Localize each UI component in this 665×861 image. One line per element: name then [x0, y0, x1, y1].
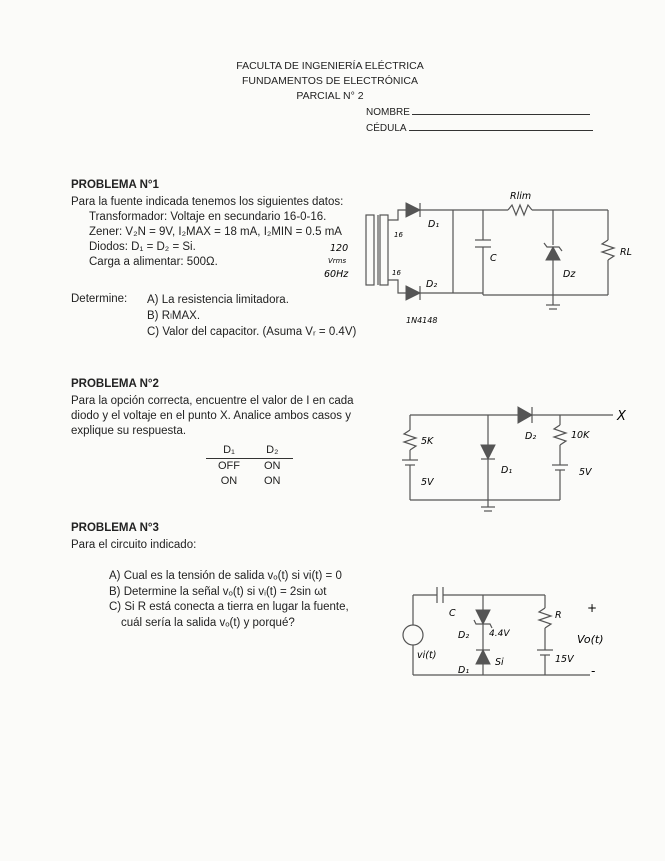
course-name: FUNDAMENTOS DE ELECTRÓNICA	[242, 75, 418, 87]
id-field[interactable]	[366, 120, 593, 134]
item-c: C) Valor del capacitor. (Asuma Vᵣ = 0.4V)	[147, 326, 357, 338]
problem-3-title: PROBLEMA N°3	[71, 522, 159, 534]
table-cell: OFF	[218, 460, 240, 472]
problem-1-intro: Para la fuente indicada tenemos los siguientes datos:	[71, 196, 344, 208]
point-x-label: X	[617, 409, 626, 424]
part-number-label: 1N4148	[406, 316, 438, 325]
item-c-cont: cuál sería la salida vₒ(t) y porqué?	[121, 616, 295, 629]
table-row	[206, 474, 293, 489]
vo-label: Vo(t)	[577, 633, 604, 646]
vrms-label: Vrms	[328, 257, 347, 265]
diode-state-table	[206, 443, 293, 489]
header	[180, 59, 480, 104]
minus-label: -	[591, 664, 596, 678]
table-cell: ON	[220, 475, 238, 487]
name-label: NOMBRE	[366, 107, 410, 118]
transformer-data: Transformador: Voltaje en secundario 16-0-16.	[89, 211, 327, 223]
plus-label: +	[587, 601, 598, 615]
voltage-120-label: 120	[330, 243, 349, 254]
si-label: Si	[495, 657, 504, 668]
item-a: A) Cual es la tensión de salida vₒ(t) si vi(t) = 0	[109, 570, 342, 582]
v5-left-label: 5V	[421, 477, 434, 488]
zener-data: Zener: V₂N = 9V, I₂MAX = 18 mA, I₂MIN = 0.5 mA	[89, 226, 342, 238]
diode-d1-symbol	[406, 203, 420, 217]
zener-dz-symbol	[546, 247, 560, 260]
problem-3-intro: Para el circuito indicado:	[71, 539, 197, 551]
d1-label: D₁	[458, 665, 470, 676]
v5-right-label: 5V	[579, 467, 592, 478]
problem-2-text	[71, 394, 354, 439]
circuit-1-diagram	[318, 185, 648, 330]
table-cell: ON	[264, 460, 281, 472]
problem-2-text-line: diodo y el voltaje en el punto X. Analice ambos casos y	[71, 410, 352, 422]
table-row	[206, 459, 293, 475]
diode-d1-symbol	[476, 650, 490, 664]
secondary-16-bottom-label: 16	[392, 269, 401, 277]
d1-label: D₁	[501, 465, 513, 476]
exam-title: PARCIAL N° 2	[296, 90, 364, 102]
determine-label: Determine:	[71, 293, 128, 305]
faculty-name: FACULTA DE INGENIERÍA ELÉCTRICA	[236, 60, 424, 72]
secondary-16-top-label: 16	[394, 231, 403, 239]
rlim-label: Rlim	[510, 191, 532, 202]
dz-label: Dz	[563, 269, 576, 280]
transformer-primary	[366, 215, 374, 285]
r10k-label: 10K	[571, 430, 590, 441]
rlim-resistor	[508, 205, 532, 215]
id-label: CÉDULA	[366, 123, 407, 134]
source-vi	[403, 625, 423, 645]
circuit-2-diagram	[395, 395, 645, 520]
name-field[interactable]	[366, 104, 590, 118]
col-d2: D₂	[252, 443, 293, 459]
circuit-3-diagram	[395, 580, 620, 690]
transformer-secondary	[380, 215, 388, 285]
item-c: C) Si R está conecta a tierra en lugar la fuente,	[109, 601, 349, 613]
diode-d2-symbol	[406, 286, 420, 300]
problem-2-text-line: Para la opción correcta, encuentre el valor de I en cada	[71, 395, 354, 407]
c-label: C	[449, 608, 456, 619]
r-label: R	[555, 610, 562, 621]
d2-label: D₂	[525, 431, 537, 442]
problem-1-data	[89, 210, 342, 270]
col-d1: D₁	[206, 443, 252, 459]
problem-2-text-line: explique su respuesta.	[71, 425, 187, 437]
rl-label: RL	[620, 247, 632, 258]
r5k-label: 5K	[421, 436, 434, 447]
d2-label: D₂	[426, 279, 438, 290]
vi-label: vi(t)	[417, 650, 437, 661]
problem-2-title: PROBLEMA N°2	[71, 378, 159, 390]
item-b: B) RₗMAX.	[147, 310, 201, 322]
table-header-row	[206, 443, 293, 459]
diode-d2-symbol	[518, 407, 532, 423]
problem-3-items	[109, 569, 349, 631]
v15-label: 15V	[555, 654, 574, 665]
resistor-r	[539, 608, 551, 628]
zener-voltage-label: 4.4V	[489, 629, 510, 639]
diodes-data: Diodos: D₁ = D₂ = Si.	[89, 241, 196, 253]
item-b: B) Determine la señal vₒ(t) si vᵢ(t) = 2sin ωt	[109, 585, 327, 598]
zener-d2-symbol	[476, 610, 490, 624]
d1-label: D₁	[428, 219, 440, 230]
diode-d1-symbol	[481, 445, 495, 459]
problem-1-title: PROBLEMA N°1	[71, 179, 159, 191]
d2-label: D₂	[458, 630, 470, 641]
resistor-5k	[404, 430, 416, 450]
rl-resistor	[602, 240, 614, 260]
table-cell: ON	[264, 475, 281, 487]
item-a: A) La resistencia limitadora.	[147, 294, 289, 306]
c-label: C	[490, 253, 497, 264]
frequency-label: 60Hz	[324, 269, 349, 280]
load-data: Carga a alimentar: 500Ω.	[89, 256, 218, 268]
resistor-10k	[554, 425, 566, 445]
